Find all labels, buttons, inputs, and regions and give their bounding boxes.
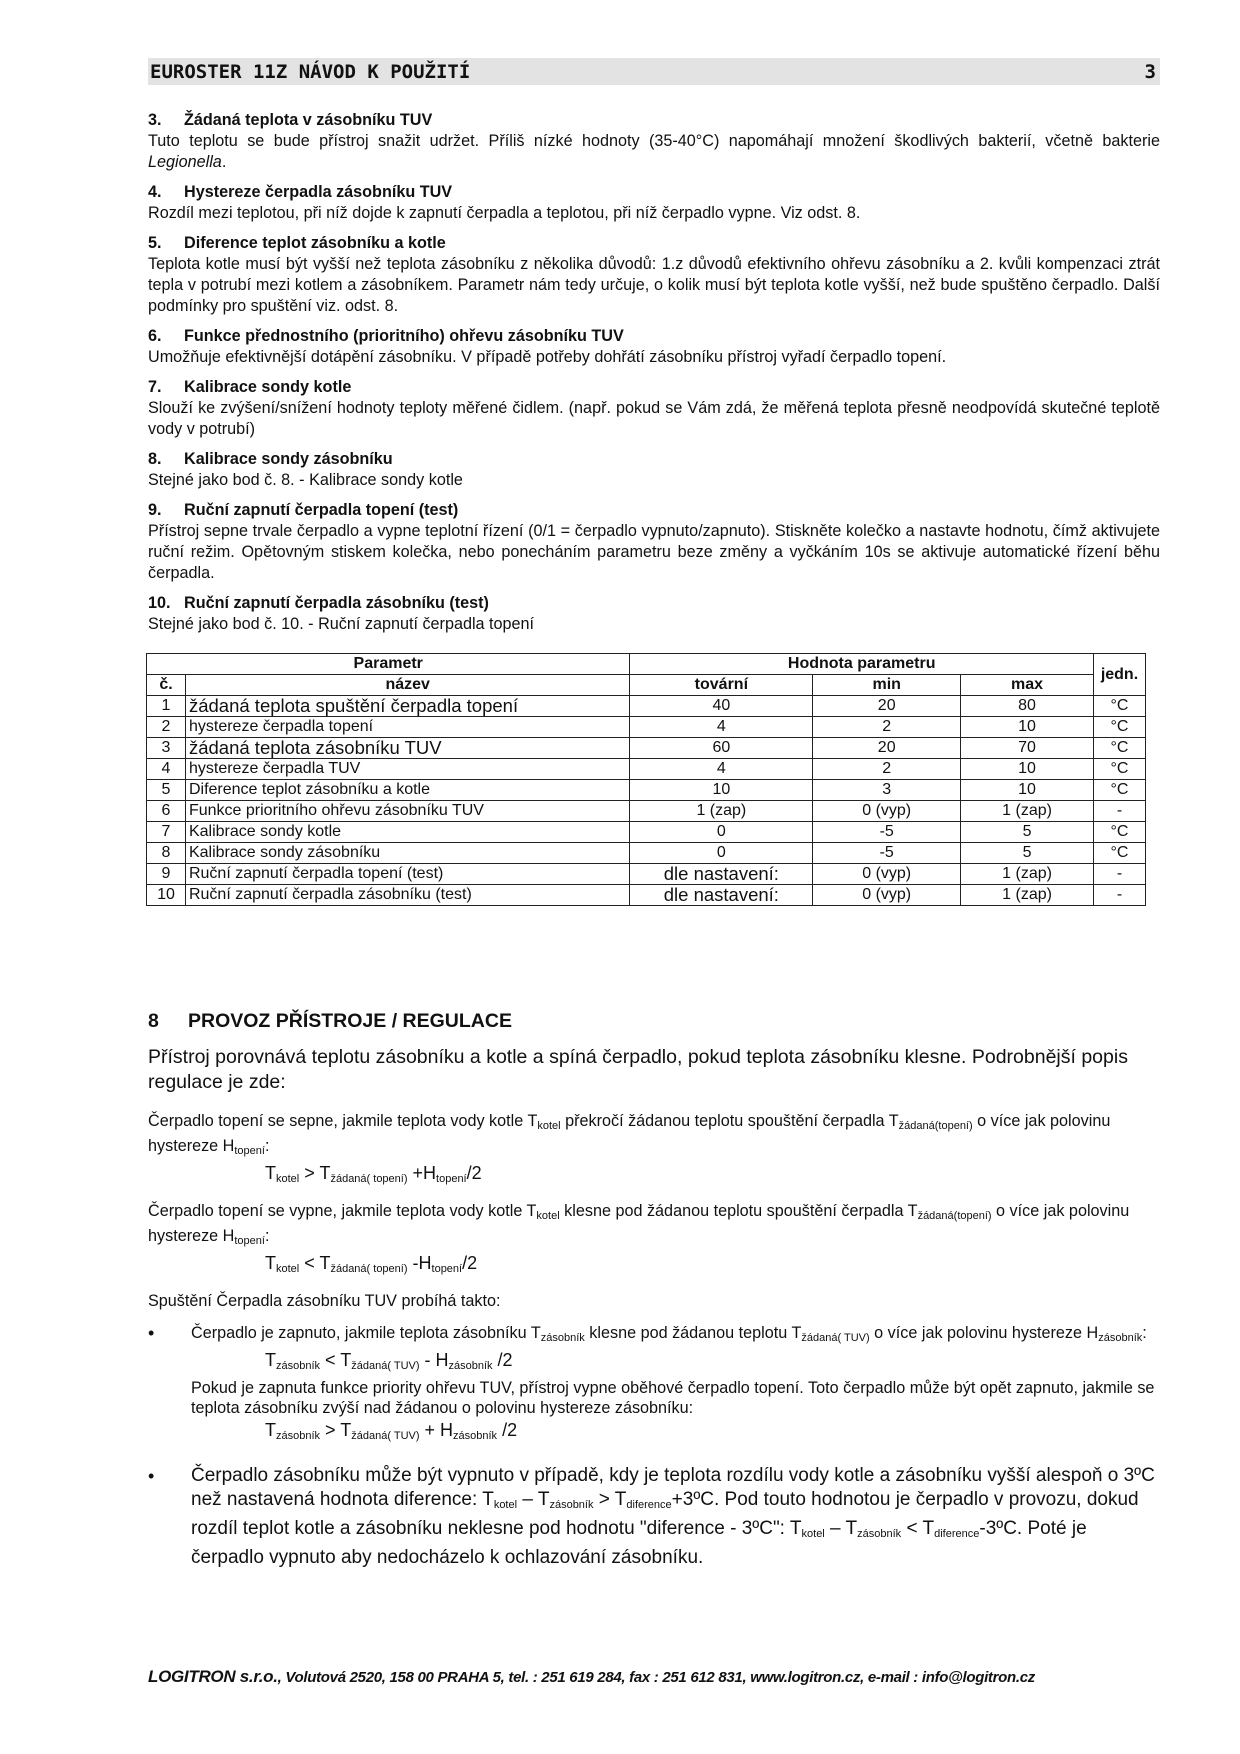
heating-off-paragraph [148, 1201, 1160, 1251]
formula-symbol: H [418, 1253, 432, 1273]
text: T [789, 1518, 802, 1539]
section-text: Stejné jako bod č. 8. - Kalibrace sondy kotle [148, 471, 463, 489]
formula-symbol: T [265, 1350, 276, 1370]
param-max: 1 (zap) [961, 885, 1094, 906]
param-default: 1 (zap) [630, 801, 813, 822]
param-min: 20 [813, 738, 961, 759]
section-text-italic: Legionella [148, 153, 222, 171]
formula-symbol: H [440, 1420, 454, 1440]
section-4 [148, 182, 1160, 224]
param-name: žádaná teplota spuštění čerpadla topení [185, 696, 629, 717]
subscript: zásobník [276, 1430, 321, 1442]
text: : [1142, 1324, 1147, 1342]
section-number: 7. [148, 378, 162, 396]
text: Čerpadlo zásobníku může být vypnuto v případě, kdy je teplota rozdílu vody kotle a zásobníku vyšší alespoň o 3ºC než nastavená hodnota diference: T [191, 1465, 1155, 1510]
text: o více jak polovinu hystereze H [869, 1324, 1099, 1342]
subscript: kotel [276, 1263, 300, 1275]
table-header-number: č. [147, 675, 186, 696]
param-default: 0 [630, 843, 813, 864]
formula-operator: /2 [462, 1253, 478, 1273]
list-item [148, 1464, 1160, 1570]
section-9 [148, 500, 1160, 584]
text: překročí žádanou teplotu spouštění čerpadla T [560, 1112, 899, 1130]
param-max: 80 [961, 696, 1094, 717]
subscript: žádaná( TUV) [351, 1430, 420, 1442]
table-row [147, 759, 1146, 780]
subscript: topení [436, 1173, 467, 1185]
section-number: 6. [148, 327, 162, 345]
table-header-unit: jedn. [1093, 654, 1145, 696]
subscript: žádaná( TUV) [801, 1332, 870, 1344]
section-number: 10. [148, 594, 171, 612]
param-number: 10 [147, 885, 186, 906]
param-default: dle nastavení: [630, 864, 813, 885]
param-unit: °C [1093, 717, 1145, 738]
subscript: kotel [276, 1173, 300, 1185]
param-min: 0 (vyp) [813, 801, 961, 822]
param-max: 10 [961, 780, 1094, 801]
section-text: Stejné jako bod č. 10. - Ruční zapnutí čerpadla topení [148, 615, 535, 633]
section-10 [148, 593, 1160, 635]
page-number: 3 [1144, 60, 1156, 83]
subscript: žádaná( topení) [330, 1173, 408, 1185]
subscript: diference [934, 1528, 980, 1540]
section-text: Teplota kotle musí být vyšší než teplota zásobníku z několika důvodů: 1.z důvodů efektivního ohřevu zásobníku a 2. kvůli kompenzaci ztrát tepla v potrubí mezi kotlem a zásobníkem. Parametr nám tedy určuje, o kolik musí být teplota kotle vyšší, než bude spuštěno čerpadlo. Další podmínky pro spuštění viz. odst. 8. [148, 255, 1160, 315]
table-header-max: max [961, 675, 1094, 696]
page-footer [148, 1667, 1035, 1687]
section-text: Tuto teplotu se bude přístroj snažit udržet. Příliš nízké hodnoty (35-40°C) napomáhají množení škodlivých bakterií, včetně bakterie [148, 132, 1160, 150]
formula-operator: + [407, 1163, 424, 1183]
formula-operator: + [419, 1420, 441, 1440]
param-unit: °C [1093, 738, 1145, 759]
param-min: 0 (vyp) [813, 885, 961, 906]
section-title: Kalibrace sondy zásobníku [184, 450, 393, 468]
text: > T [593, 1489, 627, 1510]
subscript: topení [234, 1235, 265, 1247]
param-max: 5 [961, 843, 1094, 864]
param-max: 10 [961, 717, 1094, 738]
table-header-default: tovární [630, 675, 813, 696]
subscript: topení [234, 1145, 265, 1157]
section-title: Žádaná teplota v zásobníku TUV [184, 111, 433, 129]
section-7 [148, 377, 1160, 440]
section-operation [148, 1010, 1160, 1570]
formula-operator: - [419, 1350, 436, 1370]
section-title: Funkce přednostního (prioritního) ohřevu zásobníku TUV [184, 327, 624, 345]
formula-heating-on [148, 1161, 1160, 1191]
text: Čerpadlo topení se sepne, jakmile teplota vody kotle T [148, 1112, 538, 1130]
table-row [147, 885, 1146, 906]
formula-operator: < [299, 1253, 320, 1273]
param-unit: - [1093, 885, 1145, 906]
subscript: zásobník [1098, 1332, 1143, 1344]
text: < T [901, 1518, 935, 1539]
text: : [264, 1227, 270, 1245]
param-min: 0 (vyp) [813, 864, 961, 885]
param-unit: °C [1093, 759, 1145, 780]
section-heading [148, 1010, 1160, 1033]
param-number: 3 [147, 738, 186, 759]
param-unit: °C [1093, 822, 1145, 843]
table-row [147, 843, 1146, 864]
param-name: Ruční zapnutí čerpadla topení (test) [185, 864, 629, 885]
bullet-icon: • [148, 1466, 155, 1486]
subscript: žádaná(topení) [917, 1210, 992, 1222]
formula-symbol: T [265, 1163, 276, 1183]
parameter-descriptions [148, 110, 1160, 906]
table-body [147, 696, 1146, 906]
table-row [147, 738, 1146, 759]
param-name: Diference teplot zásobníku a kotle [185, 780, 629, 801]
param-name: hystereze čerpadla TUV [185, 759, 629, 780]
text: Čerpadlo topení se vypne, jakmile teplota vody kotle T [148, 1202, 537, 1220]
section-number: 8. [148, 450, 162, 468]
section-title: PROVOZ PŘÍSTROJE / REGULACE [188, 1010, 512, 1032]
formula-symbol: T [319, 1253, 331, 1273]
param-number: 2 [147, 717, 186, 738]
section-8 [148, 449, 1160, 491]
company-contact: , Volutová 2520, 158 00 PRAHA 5, tel. : 251 619 284, fax : 251 612 831, www.logitron.cz, e-mail : info@logitron.cz [277, 1669, 1035, 1686]
param-min: -5 [813, 822, 961, 843]
subscript: zásobník [857, 1528, 902, 1540]
text: +3ºC. Pod touto hodnotou je čerpadlo v provozu, dokud rozdíl teplot kotle a zásobníku neklesne pod hodnotu "diference - 3ºC": [191, 1489, 1139, 1539]
formula-symbol: T [265, 1253, 276, 1273]
text: Čerpadlo je zapnuto, jakmile teplota zásobníku T [191, 1324, 541, 1342]
param-min: 20 [813, 696, 961, 717]
page-header [148, 58, 1160, 85]
section-text: Slouží ke zvýšení/snížení hodnoty teploty měřené čidlem. (např. pokud se Vám zdá, že měřená teplota přesně neodpovídá skutečné teplotě vody v potrubí) [148, 399, 1160, 438]
section-text: Přístroj sepne trvale čerpadlo a vypne teplotní řízení (0/1 = čerpadlo vypnuto/zapnuto). Stiskněte kolečko a nastavte hodnotu, čímž aktivujete ruční režim. Opětovným stiskem kolečka, nebo ponecháním parametru beze změny a vyčkáním 10s se aktivuje automatické řízení běhu čerpadla. [148, 522, 1160, 582]
formula-symbol: H [435, 1350, 449, 1370]
formula-symbol: T [340, 1350, 352, 1370]
section-number: 9. [148, 501, 162, 519]
section-title: Hystereze čerpadla zásobníku TUV [184, 183, 453, 201]
subscript: kotel [493, 1499, 518, 1511]
param-max: 10 [961, 759, 1094, 780]
param-number: 1 [147, 696, 186, 717]
param-name: Ruční zapnutí čerpadla zásobníku (test) [185, 885, 629, 906]
formula-operator: /2 [492, 1350, 513, 1370]
subscript: zásobník [540, 1332, 585, 1344]
formula-operator: - [407, 1253, 419, 1273]
table-row [147, 717, 1146, 738]
list-item [148, 1323, 1160, 1448]
param-number: 8 [147, 843, 186, 864]
section-number: 8 [148, 1010, 159, 1032]
subscript: kotel [537, 1120, 561, 1132]
subscript: žádaná( TUV) [351, 1360, 420, 1372]
param-default: 0 [630, 822, 813, 843]
section-intro: Přístroj porovnává teplotu zásobníku a kotle a spíná čerpadlo, pokud teplota zásobníku klesne. Podrobnější popis regulace je zde: [148, 1046, 1128, 1093]
param-unit: °C [1093, 843, 1145, 864]
param-name: Kalibrace sondy zásobníku [185, 843, 629, 864]
param-name: hystereze čerpadla topení [185, 717, 629, 738]
param-max: 70 [961, 738, 1094, 759]
table-row [147, 822, 1146, 843]
text: -3ºC. Poté je čerpadlo vypnuto aby nedocházelo k ochlazování zásobníku. [191, 1518, 1087, 1568]
param-number: 4 [147, 759, 186, 780]
bullet-icon: • [148, 1323, 155, 1343]
priority-note: Pokud je zapnuta funkce priority ohřevu TUV, přístroj vypne oběhové čerpadlo topení. Toto čerpadlo může být opět zapnuto, jakmile se teplota zásobníku zvýší nad žádanou o polovinu hystereze zásobníku: [191, 1379, 1155, 1417]
formula-tuv-on [191, 1348, 1160, 1378]
subscript: zásobník [276, 1360, 321, 1372]
formula-operator: /2 [466, 1163, 482, 1183]
param-default: 4 [630, 759, 813, 780]
subscript: žádaná( topení) [330, 1263, 408, 1275]
table-row [147, 864, 1146, 885]
subscript: zásobník [448, 1360, 493, 1372]
param-number: 5 [147, 780, 186, 801]
document-title: EUROSTER 11Z NÁVOD K POUŽITÍ [150, 60, 471, 83]
param-default: 10 [630, 780, 813, 801]
formula-symbol: T [265, 1420, 276, 1440]
subscript: zásobník [453, 1430, 498, 1442]
subscript: žádaná(topení) [898, 1120, 973, 1132]
formula-symbol: T [319, 1163, 331, 1183]
param-name: Kalibrace sondy kotle [185, 822, 629, 843]
formula-operator: > [299, 1163, 320, 1183]
param-default: 60 [630, 738, 813, 759]
subscript: kotel [801, 1528, 825, 1540]
table-header-name: název [185, 675, 629, 696]
formula-operator: /2 [497, 1420, 518, 1440]
section-number: 4. [148, 183, 162, 201]
section-3 [148, 110, 1160, 173]
section-text: Umožňuje efektivnější dotápění zásobníku. V případě potřeby dohřátí zásobníku přístroj vyřadí čerpadlo topení. [148, 348, 947, 366]
text: – T [517, 1489, 550, 1510]
parameter-table [146, 653, 1146, 906]
subscript: topení [431, 1263, 463, 1275]
param-min: 2 [813, 759, 961, 780]
text: o více jak polovinu hystereze H [148, 1202, 1130, 1245]
param-unit: °C [1093, 780, 1145, 801]
table-header-value: Hodnota parametru [630, 654, 1094, 675]
formula-operator: < [320, 1350, 341, 1370]
section-5 [148, 233, 1160, 317]
param-default: 40 [630, 696, 813, 717]
formula-heating-off [148, 1251, 1160, 1281]
section-number: 3. [148, 111, 162, 129]
section-title: Kalibrace sondy kotle [184, 378, 352, 396]
tuv-rules-list [148, 1323, 1160, 1570]
text: : [264, 1137, 270, 1155]
text: – T [824, 1518, 858, 1539]
param-unit: - [1093, 864, 1145, 885]
section-title: Diference teplot zásobníku a kotle [184, 234, 446, 252]
param-min: 2 [813, 717, 961, 738]
param-default: 4 [630, 717, 813, 738]
formula-symbol: T [340, 1420, 352, 1440]
formula-operator: > [320, 1420, 341, 1440]
param-number: 6 [147, 801, 186, 822]
param-unit: °C [1093, 696, 1145, 717]
param-max: 1 (zap) [961, 801, 1094, 822]
section-text: Rozdíl mezi teplotou, při níž dojde k zapnutí čerpadla a teplotou, při níž čerpadlo vypne. Viz odst. 8. [148, 204, 861, 222]
text: o více jak polovinu hystereze H [148, 1112, 1111, 1155]
table-row [147, 780, 1146, 801]
subscript: diference [626, 1499, 672, 1511]
param-min: -5 [813, 843, 961, 864]
param-number: 9 [147, 864, 186, 885]
param-default: dle nastavení: [630, 885, 813, 906]
table-header-parameter: Parametr [147, 654, 630, 675]
param-number: 7 [147, 822, 186, 843]
table-header-min: min [813, 675, 961, 696]
section-6 [148, 326, 1160, 368]
table-row [147, 696, 1146, 717]
param-min: 3 [813, 780, 961, 801]
param-max: 1 (zap) [961, 864, 1094, 885]
param-max: 5 [961, 822, 1094, 843]
text: klesne pod žádanou teplotu spouštění čerpadla T [559, 1202, 918, 1220]
section-title: Ruční zapnutí čerpadla topení (test) [184, 501, 459, 519]
tuv-start-paragraph: Spuštění Čerpadla zásobníku TUV probíhá takto: [148, 1292, 501, 1310]
section-title: Ruční zapnutí čerpadla zásobníku (test) [184, 594, 489, 612]
section-number: 5. [148, 234, 162, 252]
subscript: zásobník [549, 1499, 594, 1511]
param-name: žádaná teplota zásobníku TUV [185, 738, 629, 759]
table-row [147, 801, 1146, 822]
param-unit: - [1093, 801, 1145, 822]
section-text-end: . [221, 153, 227, 171]
param-name: Funkce prioritního ohřevu zásobníku TUV [185, 801, 629, 822]
company-name: LOGITRON s.r.o. [148, 1667, 278, 1686]
formula-tuv-priority [191, 1418, 1160, 1448]
subscript: kotel [536, 1210, 560, 1222]
formula-symbol: H [423, 1163, 437, 1183]
text: klesne pod žádanou teplotu T [584, 1324, 802, 1342]
heating-on-paragraph [148, 1111, 1160, 1161]
